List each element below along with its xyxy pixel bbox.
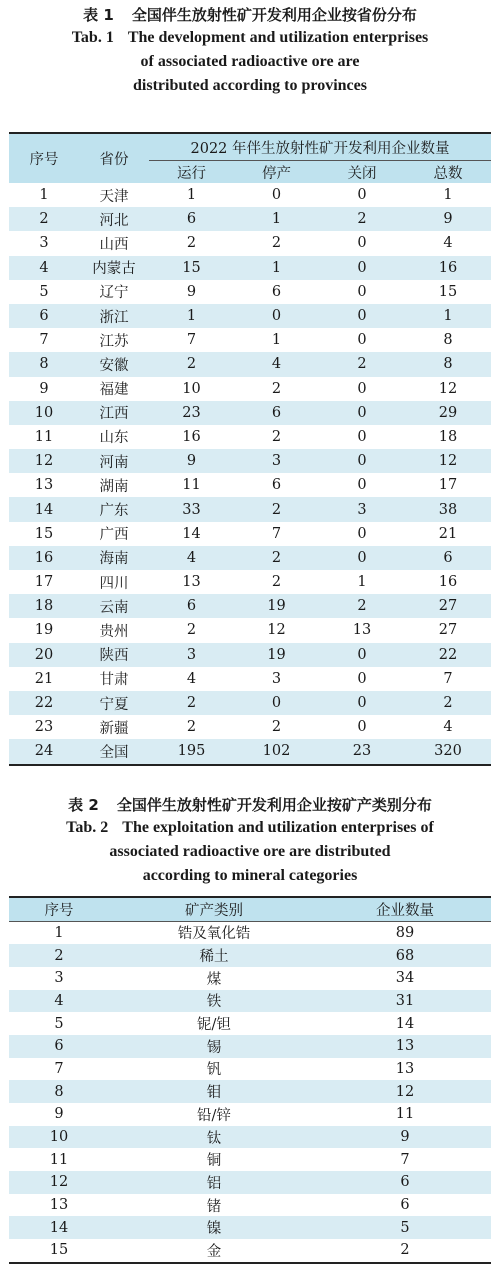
table-row bbox=[9, 304, 491, 328]
table-row bbox=[9, 207, 491, 231]
table-row bbox=[9, 570, 491, 594]
cell-count: 14 bbox=[395, 1015, 415, 1032]
table2-caption-en-line2: associated radioactive ore are distributed bbox=[109, 842, 391, 860]
cell-province: 江苏 bbox=[99, 333, 129, 350]
cell-total: 16 bbox=[438, 574, 458, 591]
cell-no: 6 bbox=[9, 1035, 109, 1058]
table-row bbox=[9, 739, 491, 764]
cell-total: 18 bbox=[438, 428, 458, 445]
table-row bbox=[9, 183, 491, 207]
cell-category: 煤 bbox=[206, 971, 222, 988]
cell-total: 12 bbox=[438, 380, 458, 397]
header-province: 省份 bbox=[79, 133, 149, 183]
cell-stopped: 2 bbox=[271, 574, 282, 591]
cell-province: 福建 bbox=[99, 382, 129, 399]
table-row bbox=[9, 377, 491, 401]
cell-province: 四川 bbox=[99, 575, 129, 592]
header-group: 2022 年伴生放射性矿开发利用企业数量 bbox=[149, 133, 491, 161]
header-running: 运行 bbox=[149, 161, 234, 184]
cell-province: 新疆 bbox=[99, 720, 129, 737]
cell-stopped: 4 bbox=[234, 352, 319, 376]
cell-province: 山西 bbox=[99, 236, 129, 253]
cell-no: 4 bbox=[9, 256, 79, 280]
cell-no: 7 bbox=[54, 1060, 64, 1077]
cell-no: 1 bbox=[39, 187, 49, 204]
cell-no: 10 bbox=[9, 1126, 109, 1149]
cell-province: 浙江 bbox=[79, 304, 149, 328]
cell-no: 8 bbox=[9, 1080, 109, 1103]
cell-total: 320 bbox=[405, 739, 491, 764]
cell-closed: 23 bbox=[319, 739, 405, 764]
cell-stopped: 12 bbox=[267, 622, 286, 639]
cell-closed: 0 bbox=[319, 691, 405, 715]
table-row bbox=[9, 546, 491, 570]
cell-total: 9 bbox=[405, 207, 491, 231]
table-row bbox=[9, 280, 491, 304]
cell-total: 16 bbox=[405, 256, 491, 280]
cell-no: 2 bbox=[9, 944, 109, 967]
cell-province: 安徽 bbox=[79, 352, 149, 376]
cell-running: 15 bbox=[149, 256, 234, 280]
cell-category: 钒 bbox=[206, 1062, 222, 1079]
cell-no: 3 bbox=[39, 235, 49, 252]
cell-province: 天津 bbox=[99, 188, 129, 205]
cell-no: 24 bbox=[9, 739, 79, 764]
cell-running: 6 bbox=[149, 207, 234, 231]
table-row bbox=[9, 231, 491, 255]
cell-closed: 0 bbox=[357, 670, 367, 687]
cell-total: 38 bbox=[405, 497, 491, 521]
cell-province: 江西 bbox=[79, 401, 149, 425]
cell-province: 海南 bbox=[79, 546, 149, 570]
cell-closed: 0 bbox=[357, 235, 367, 252]
cell-running: 33 bbox=[149, 497, 234, 521]
table-row bbox=[9, 256, 491, 280]
table1-caption-en-line2: of associated radioactive ore are bbox=[140, 53, 360, 70]
cell-stopped: 6 bbox=[271, 283, 282, 300]
table-row bbox=[9, 352, 491, 376]
cell-running: 2 bbox=[149, 691, 234, 715]
cell-category: 锡 bbox=[109, 1035, 319, 1058]
cell-closed: 0 bbox=[357, 477, 367, 494]
cell-running: 1 bbox=[186, 187, 197, 204]
cell-running: 2 bbox=[149, 352, 234, 376]
cell-running: 9 bbox=[149, 449, 234, 473]
cell-category: 铁 bbox=[109, 990, 319, 1013]
cell-no: 8 bbox=[9, 352, 79, 376]
table1-label-en: Tab. 1 bbox=[71, 29, 114, 46]
cell-stopped: 1 bbox=[234, 256, 319, 280]
header-no: 序号 bbox=[9, 897, 109, 922]
table-row bbox=[9, 1012, 491, 1035]
table2-caption bbox=[0, 788, 500, 888]
table-row bbox=[9, 1080, 491, 1103]
cell-count: 6 bbox=[319, 1171, 491, 1194]
table-row bbox=[9, 1171, 491, 1194]
cell-category: 铝 bbox=[109, 1171, 319, 1194]
cell-stopped: 1 bbox=[271, 332, 282, 349]
table1-caption bbox=[0, 0, 500, 132]
cell-province: 湖南 bbox=[99, 478, 129, 495]
cell-count: 5 bbox=[319, 1216, 491, 1239]
cell-count: 7 bbox=[400, 1151, 410, 1168]
cell-category: 镍 bbox=[109, 1216, 319, 1239]
province-table bbox=[9, 132, 491, 766]
cell-stopped: 19 bbox=[234, 594, 319, 618]
table1-label-cn: 表 1 bbox=[83, 6, 114, 24]
table1-caption-en-line1 bbox=[0, 26, 500, 50]
table-row bbox=[9, 497, 491, 521]
table-row bbox=[9, 1058, 491, 1081]
cell-closed: 2 bbox=[319, 594, 405, 618]
header-category: 矿产类别 bbox=[109, 897, 319, 922]
cell-stopped: 2 bbox=[234, 546, 319, 570]
cell-province: 河北 bbox=[79, 207, 149, 231]
cell-stopped: 6 bbox=[234, 401, 319, 425]
table1-caption-cn bbox=[0, 4, 500, 26]
cell-closed: 2 bbox=[319, 352, 405, 376]
table1-title-en-1: The development and utilization enterprises bbox=[127, 29, 429, 46]
table2-label-cn: 表 2 bbox=[68, 795, 99, 814]
table1-title-cn: 全国伴生放射性矿开发利用企业按省份分布 bbox=[131, 6, 417, 24]
cell-stopped: 2 bbox=[271, 428, 282, 445]
table2-title-en-1: The exploitation and utilization enterprises of bbox=[122, 818, 434, 836]
cell-running: 2 bbox=[186, 235, 197, 252]
cell-running: 14 bbox=[182, 525, 201, 542]
table-row bbox=[9, 1239, 491, 1263]
cell-running: 2 bbox=[186, 622, 197, 639]
table-row bbox=[9, 522, 491, 546]
cell-total: 12 bbox=[405, 449, 491, 473]
table-row bbox=[9, 618, 491, 642]
cell-total: 1 bbox=[443, 187, 453, 204]
cell-running: 13 bbox=[182, 574, 201, 591]
cell-closed: 0 bbox=[319, 401, 405, 425]
cell-no: 7 bbox=[39, 332, 49, 349]
cell-total: 2 bbox=[405, 691, 491, 715]
cell-count: 2 bbox=[400, 1242, 410, 1259]
cell-province: 内蒙古 bbox=[79, 256, 149, 280]
cell-no: 19 bbox=[34, 622, 54, 639]
cell-count: 6 bbox=[400, 1197, 410, 1214]
cell-category: 钼 bbox=[109, 1080, 319, 1103]
cell-stopped: 0 bbox=[234, 691, 319, 715]
cell-no: 14 bbox=[9, 1216, 109, 1239]
cell-no: 4 bbox=[9, 990, 109, 1013]
cell-stopped: 7 bbox=[271, 525, 282, 542]
cell-province: 广东 bbox=[79, 497, 149, 521]
cell-no: 15 bbox=[34, 525, 54, 542]
cell-province: 贵州 bbox=[99, 623, 129, 640]
cell-category: 铌/钽 bbox=[197, 1017, 231, 1034]
cell-stopped: 102 bbox=[234, 739, 319, 764]
cell-category: 锗 bbox=[206, 1198, 222, 1215]
cell-no: 6 bbox=[9, 304, 79, 328]
header-closed: 关闭 bbox=[319, 161, 405, 184]
cell-closed: 2 bbox=[319, 207, 405, 231]
cell-closed: 0 bbox=[319, 643, 405, 667]
table2-title-cn: 全国伴生放射性矿开发利用企业按矿产类别分布 bbox=[116, 795, 432, 814]
cell-closed: 0 bbox=[319, 304, 405, 328]
cell-total: 7 bbox=[443, 670, 453, 687]
header-total: 总数 bbox=[405, 161, 491, 184]
cell-total: 21 bbox=[438, 525, 458, 542]
cell-no: 12 bbox=[9, 1171, 109, 1194]
cell-running: 9 bbox=[186, 283, 197, 300]
cell-province: 山东 bbox=[99, 430, 129, 447]
cell-stopped: 19 bbox=[234, 643, 319, 667]
table-row bbox=[9, 715, 491, 739]
cell-no: 17 bbox=[34, 574, 54, 591]
cell-category: 锆及氧化锆 bbox=[177, 926, 251, 943]
cell-no: 15 bbox=[49, 1242, 69, 1259]
table-row bbox=[9, 425, 491, 449]
cell-closed: 0 bbox=[357, 525, 367, 542]
table-row bbox=[9, 328, 491, 352]
table-row bbox=[9, 944, 491, 967]
cell-province: 甘肃 bbox=[99, 672, 129, 689]
cell-no: 12 bbox=[9, 449, 79, 473]
cell-closed: 0 bbox=[319, 546, 405, 570]
mineral-table bbox=[9, 896, 491, 1264]
table-row bbox=[9, 473, 491, 497]
cell-no: 5 bbox=[54, 1015, 64, 1032]
cell-no: 10 bbox=[9, 401, 79, 425]
cell-total: 22 bbox=[405, 643, 491, 667]
cell-no: 16 bbox=[9, 546, 79, 570]
cell-closed: 1 bbox=[357, 574, 367, 591]
cell-no: 13 bbox=[49, 1197, 69, 1214]
table-row bbox=[9, 990, 491, 1013]
cell-closed: 0 bbox=[357, 283, 367, 300]
cell-closed: 0 bbox=[357, 332, 367, 349]
cell-running: 4 bbox=[186, 670, 197, 687]
cell-stopped: 2 bbox=[271, 235, 282, 252]
cell-stopped: 0 bbox=[271, 187, 282, 204]
table-row bbox=[9, 643, 491, 667]
cell-no: 18 bbox=[9, 594, 79, 618]
table-row bbox=[9, 449, 491, 473]
cell-stopped: 2 bbox=[271, 380, 282, 397]
table2-caption-en-line1 bbox=[0, 816, 500, 840]
cell-closed: 0 bbox=[319, 449, 405, 473]
province-table-body bbox=[9, 183, 491, 765]
cell-running: 11 bbox=[182, 477, 201, 494]
cell-total: 4 bbox=[443, 719, 453, 736]
cell-running: 2 bbox=[186, 719, 197, 736]
table-row bbox=[9, 1035, 491, 1058]
cell-total: 29 bbox=[405, 401, 491, 425]
cell-category: 铅/锌 bbox=[197, 1107, 231, 1124]
cell-running: 4 bbox=[149, 546, 234, 570]
cell-no: 21 bbox=[34, 670, 54, 687]
table-row bbox=[9, 1216, 491, 1239]
cell-running: 1 bbox=[149, 304, 234, 328]
cell-total: 8 bbox=[443, 332, 453, 349]
cell-total: 6 bbox=[405, 546, 491, 570]
cell-running: 6 bbox=[149, 594, 234, 618]
table-row bbox=[9, 1148, 491, 1171]
table-row bbox=[9, 691, 491, 715]
table-row bbox=[9, 921, 491, 944]
cell-no: 3 bbox=[54, 970, 64, 987]
cell-stopped: 3 bbox=[271, 670, 282, 687]
cell-count: 13 bbox=[319, 1035, 491, 1058]
cell-running: 23 bbox=[149, 401, 234, 425]
cell-category: 金 bbox=[206, 1243, 222, 1260]
cell-closed: 0 bbox=[357, 428, 367, 445]
cell-no: 14 bbox=[9, 497, 79, 521]
cell-running: 10 bbox=[182, 380, 201, 397]
cell-no: 11 bbox=[34, 428, 54, 445]
cell-total: 1 bbox=[405, 304, 491, 328]
cell-closed: 0 bbox=[357, 719, 367, 736]
cell-running: 195 bbox=[149, 739, 234, 764]
table-row bbox=[9, 594, 491, 618]
cell-total: 27 bbox=[405, 594, 491, 618]
cell-total: 8 bbox=[405, 352, 491, 376]
table-row bbox=[9, 967, 491, 990]
table1-caption-en-line3: distributed according to provinces bbox=[133, 77, 367, 94]
cell-province: 全国 bbox=[79, 739, 149, 764]
cell-no: 2 bbox=[9, 207, 79, 231]
cell-no: 11 bbox=[49, 1151, 69, 1168]
cell-count: 34 bbox=[395, 970, 415, 987]
cell-running: 3 bbox=[149, 643, 234, 667]
cell-category: 稀土 bbox=[109, 944, 319, 967]
cell-total: 27 bbox=[438, 622, 458, 639]
cell-running: 16 bbox=[182, 428, 201, 445]
cell-total: 15 bbox=[438, 283, 458, 300]
table-row bbox=[9, 1194, 491, 1217]
cell-province: 河南 bbox=[79, 449, 149, 473]
table-row bbox=[9, 667, 491, 691]
cell-no: 13 bbox=[34, 477, 54, 494]
cell-count: 12 bbox=[319, 1080, 491, 1103]
cell-category: 钛 bbox=[109, 1126, 319, 1149]
cell-province: 宁夏 bbox=[79, 691, 149, 715]
table2-caption-cn bbox=[0, 794, 500, 816]
cell-count: 13 bbox=[395, 1060, 415, 1077]
cell-stopped: 3 bbox=[234, 449, 319, 473]
cell-category: 铜 bbox=[206, 1153, 222, 1170]
cell-count: 89 bbox=[395, 924, 415, 941]
table2-label-en: Tab. 2 bbox=[66, 818, 109, 836]
cell-no: 22 bbox=[9, 691, 79, 715]
table-row bbox=[9, 1126, 491, 1149]
cell-no: 1 bbox=[54, 924, 64, 941]
mineral-table-body bbox=[9, 921, 491, 1263]
table-row bbox=[9, 1103, 491, 1126]
header-count: 企业数量 bbox=[319, 897, 491, 922]
cell-no: 9 bbox=[54, 1106, 64, 1123]
cell-no: 20 bbox=[9, 643, 79, 667]
cell-province: 广西 bbox=[99, 527, 129, 544]
cell-total: 17 bbox=[438, 477, 458, 494]
cell-count: 31 bbox=[319, 990, 491, 1013]
cell-stopped: 2 bbox=[234, 497, 319, 521]
cell-stopped: 1 bbox=[234, 207, 319, 231]
cell-no: 9 bbox=[39, 380, 49, 397]
cell-province: 陕西 bbox=[79, 643, 149, 667]
header-no: 序号 bbox=[9, 133, 79, 183]
cell-closed: 0 bbox=[357, 380, 367, 397]
cell-stopped: 0 bbox=[234, 304, 319, 328]
cell-running: 7 bbox=[186, 332, 197, 349]
cell-count: 9 bbox=[319, 1126, 491, 1149]
table2-caption-en-line3: according to mineral categories bbox=[142, 866, 358, 884]
cell-count: 11 bbox=[395, 1106, 415, 1123]
cell-total: 4 bbox=[443, 235, 453, 252]
cell-closed: 0 bbox=[319, 256, 405, 280]
cell-stopped: 6 bbox=[271, 477, 282, 494]
cell-no: 5 bbox=[39, 283, 49, 300]
cell-count: 68 bbox=[319, 944, 491, 967]
cell-closed: 0 bbox=[357, 187, 367, 204]
cell-province: 云南 bbox=[79, 594, 149, 618]
cell-no: 23 bbox=[34, 719, 54, 736]
cell-closed: 13 bbox=[352, 622, 372, 639]
header-stopped: 停产 bbox=[234, 161, 319, 184]
cell-province: 辽宁 bbox=[99, 285, 129, 302]
table-row bbox=[9, 401, 491, 425]
cell-closed: 3 bbox=[319, 497, 405, 521]
cell-stopped: 2 bbox=[271, 719, 282, 736]
